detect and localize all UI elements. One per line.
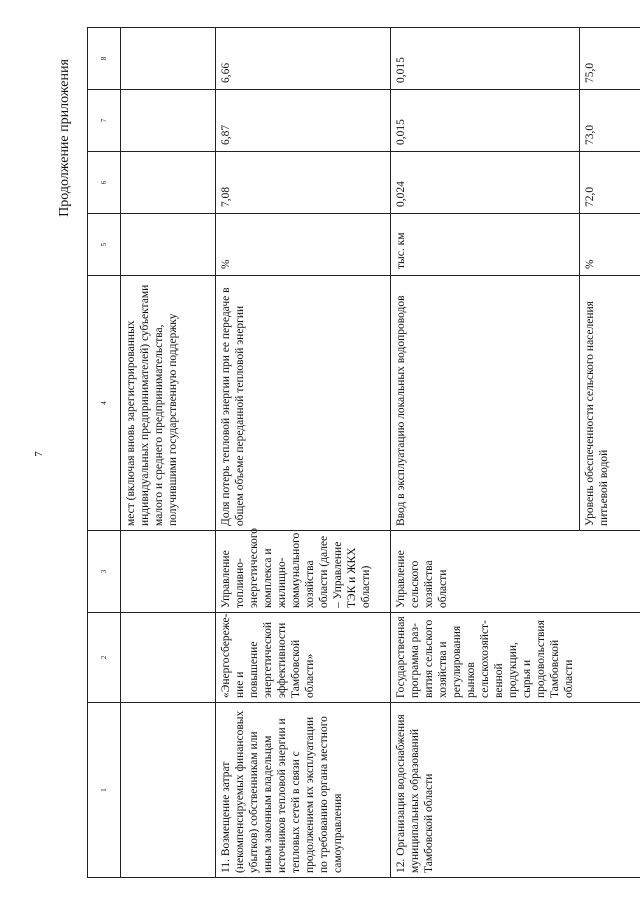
table-row	[121, 28, 216, 878]
program-cell: «Энергосбереже-ние и повышение энергетической эффективности Тамбовской области»	[216, 613, 391, 703]
header-cell: 4	[88, 276, 121, 531]
table-cell	[579, 531, 640, 613]
table-cell	[121, 613, 216, 703]
unit-cell: тыс. км	[391, 214, 580, 276]
header-cell: 6	[88, 152, 121, 214]
header-cell: 2	[88, 613, 121, 703]
header-cell: 1	[88, 703, 121, 878]
program-cell: Государственная программа раз-вития сельского хозяйства и регулирования рынков сельскохозяйст-венной продукции, сырья и продовольствия Тамбовской области	[391, 613, 580, 703]
indicator-cell: Уровень обеспеченности сельского населения питьевой водой	[579, 276, 640, 531]
executor-cell: Управление сельского хозяйства области	[391, 531, 580, 613]
value-cell: 0,024	[391, 152, 580, 214]
table-cell	[579, 613, 640, 703]
header-row	[88, 28, 121, 878]
header-cell: 7	[88, 90, 121, 152]
table-cell	[121, 90, 216, 152]
unit-cell: %	[216, 214, 391, 276]
value-cell: 6,87	[216, 90, 391, 152]
value-cell: 0,015	[391, 28, 580, 90]
page-number: 7	[32, 451, 45, 457]
unit-cell: %	[579, 214, 640, 276]
table-cell	[121, 214, 216, 276]
indicators-table	[87, 27, 640, 878]
executor-cell: Управление топливно-энергетического комплекса и жилищно-коммунального хозяйства области (далее – Управление ТЭК и ЖКХ области)	[216, 531, 391, 613]
table-row	[216, 28, 391, 878]
value-cell: 0,015	[391, 90, 580, 152]
table-row	[579, 28, 640, 878]
activity-cell: 12. Организация водоснабжения муниципальных образований Тамбовской области	[391, 703, 580, 878]
table-cell	[121, 703, 216, 878]
header-cell: 5	[88, 214, 121, 276]
indicator-cell: Ввод в эксплуатацию локальных водопроводов	[391, 276, 580, 531]
table-cell	[121, 531, 216, 613]
indicator-cell: Доля потерь тепловой энергии при ее передаче в общем объеме переданной тепловой энергии	[216, 276, 391, 531]
value-cell: 72,0	[579, 152, 640, 214]
header-cell: 8	[88, 28, 121, 90]
table-cell	[121, 28, 216, 90]
value-cell: 6,66	[216, 28, 391, 90]
header-cell: 3	[88, 531, 121, 613]
activity-cell: 11. Возмещение затрат (некомпенсируемых финансовых убытков) собственникам или иным законным владельцам источников тепловой энергии и тепловых сетей в связи с продолжением их эксплуатации по требованию органа местного самоуправления	[216, 703, 391, 878]
table-cell	[579, 703, 640, 878]
table-cell: мест (включая вновь зарегистрированных индивидуальных предпринимателей) субъектами малого и среднего предпринимательства, получившими государственную поддержку	[121, 276, 216, 531]
appendix-caption: Продолжение приложения	[57, 59, 72, 217]
value-cell: 75,0	[579, 28, 640, 90]
table-row	[391, 28, 580, 878]
rotated-table-container	[87, 28, 615, 878]
table-cell	[121, 152, 216, 214]
value-cell: 73,0	[579, 90, 640, 152]
value-cell: 7,08	[216, 152, 391, 214]
